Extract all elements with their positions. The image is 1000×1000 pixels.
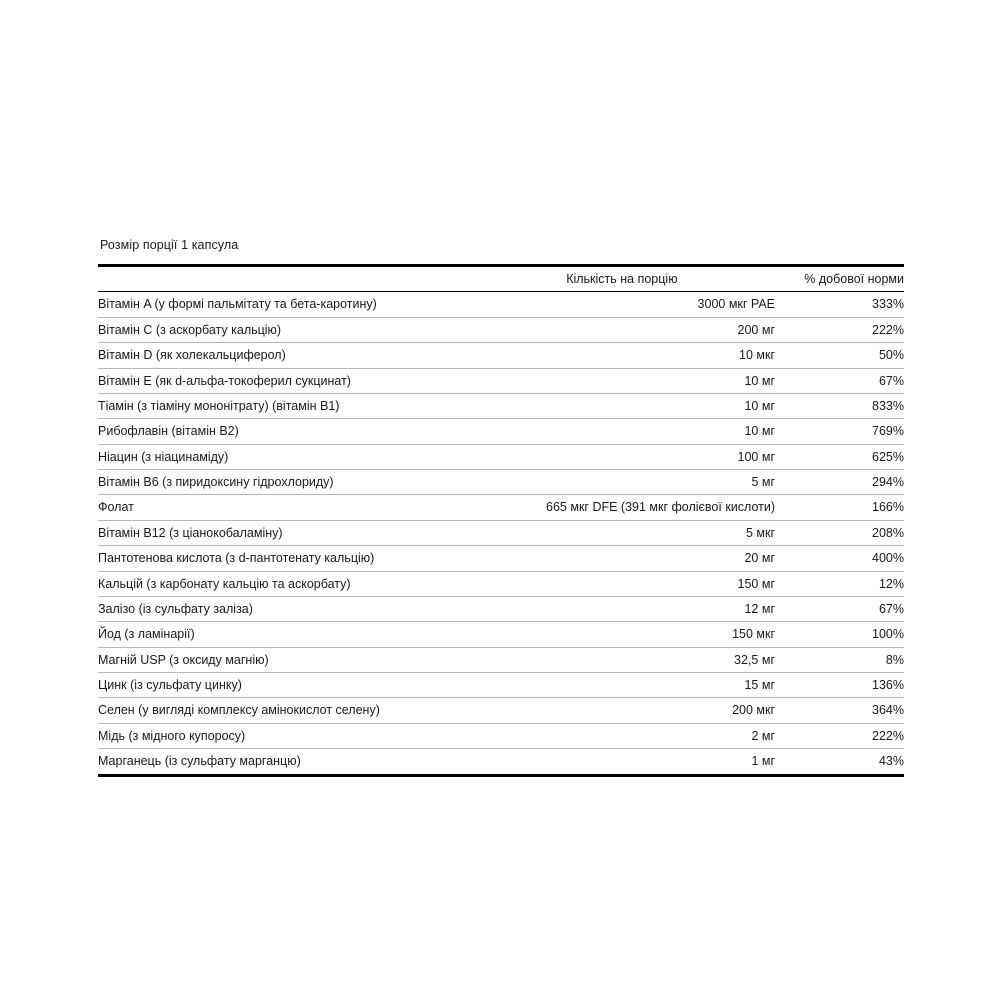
table-row	[98, 470, 904, 495]
nutrient-daily-value: 333%	[775, 292, 904, 317]
header-amount-per-serving-label: Кількість на порцію	[566, 272, 678, 286]
nutrient-amount: 5 мг	[469, 470, 775, 495]
nutrient-daily-value: 294%	[775, 470, 904, 495]
nutrient-name: Марганець (із сульфату марганцю)	[98, 749, 469, 775]
nutrient-amount: 32,5 мг	[469, 647, 775, 672]
nutrient-amount: 150 мкг	[469, 622, 775, 647]
nutrient-amount: 10 мг	[469, 368, 775, 393]
nutrient-amount: 1 мг	[469, 749, 775, 775]
table-row	[98, 343, 904, 368]
table-row	[98, 596, 904, 621]
nutrient-daily-value: 208%	[775, 520, 904, 545]
nutrient-daily-value: 833%	[775, 393, 904, 418]
table-row	[98, 749, 904, 775]
nutrient-daily-value: 12%	[775, 571, 904, 596]
nutrient-amount: 10 мкг	[469, 343, 775, 368]
nutrient-daily-value: 100%	[775, 622, 904, 647]
nutrient-name: Ніацин (з ніацинаміду)	[98, 444, 469, 469]
nutrient-amount: 2 мг	[469, 723, 775, 748]
nutrient-name: Пантотенова кислота (з d-пантотенату кальцію)	[98, 546, 469, 571]
supplement-facts-panel	[98, 238, 904, 777]
nutrient-daily-value: 625%	[775, 444, 904, 469]
nutrient-daily-value: 769%	[775, 419, 904, 444]
nutrient-daily-value: 67%	[775, 596, 904, 621]
nutrient-amount: 150 мг	[469, 571, 775, 596]
table-row	[98, 520, 904, 545]
nutrient-amount: 665 мкг DFE (391 мкг фолієвої кислоти)	[469, 495, 775, 520]
table-row	[98, 571, 904, 596]
serving-size-text: Розмір порції 1 капсула	[100, 238, 239, 252]
table-row	[98, 622, 904, 647]
nutrient-name: Вітамін A (у формі пальмітату та бета-каротину)	[98, 292, 469, 317]
nutrient-name: Залізо (із сульфату заліза)	[98, 596, 469, 621]
nutrient-amount: 200 мкг	[469, 698, 775, 723]
table-body	[98, 266, 904, 776]
nutrient-daily-value: 8%	[775, 647, 904, 672]
nutrient-name: Селен (у вигляді комплексу амінокислот селену)	[98, 698, 469, 723]
table-row	[98, 647, 904, 672]
table-row	[98, 368, 904, 393]
table-row	[98, 546, 904, 571]
table-row	[98, 495, 904, 520]
nutrient-daily-value: 400%	[775, 546, 904, 571]
nutrient-name: Рибофлавін (вітамін B2)	[98, 419, 469, 444]
nutrient-amount: 20 мг	[469, 546, 775, 571]
nutrient-amount: 200 мг	[469, 317, 775, 342]
nutrient-daily-value: 222%	[775, 317, 904, 342]
nutrient-daily-value: 43%	[775, 749, 904, 775]
nutrient-amount: 100 мг	[469, 444, 775, 469]
nutrient-daily-value: 222%	[775, 723, 904, 748]
table-row	[98, 723, 904, 748]
nutrient-name: Вітамін B6 (з пиридоксину гідрохлориду)	[98, 470, 469, 495]
nutrient-name: Вітамін D (як холекальциферол)	[98, 343, 469, 368]
nutrient-name: Вітамін C (з аскорбату кальцію)	[98, 317, 469, 342]
header-daily-value-label: % добової норми	[775, 266, 904, 292]
nutrient-amount: 15 мг	[469, 673, 775, 698]
header-cell-amount	[469, 266, 775, 292]
nutrient-amount: 12 мг	[469, 596, 775, 621]
table-row	[98, 393, 904, 418]
nutrient-name: Тіамін (з тіаміну мононітрату) (вітамін B1)	[98, 393, 469, 418]
nutrient-name: Кальцій (з карбонату кальцію та аскорбату)	[98, 571, 469, 596]
nutrient-name: Мідь (з мідного купоросу)	[98, 723, 469, 748]
nutrient-amount: 3000 мкг PAE	[469, 292, 775, 317]
header-cell-nutrient	[98, 266, 469, 292]
nutrient-amount: 10 мг	[469, 419, 775, 444]
nutrient-amount: 5 мкг	[469, 520, 775, 545]
nutrient-name: Вітамін B12 (з ціанокобаламіну)	[98, 520, 469, 545]
nutrient-daily-value: 364%	[775, 698, 904, 723]
nutrient-daily-value: 166%	[775, 495, 904, 520]
table-row	[98, 444, 904, 469]
table-header-row	[98, 266, 904, 292]
nutrient-daily-value: 50%	[775, 343, 904, 368]
nutrient-name: Вітамін E (як d-альфа-токоферил сукцинат)	[98, 368, 469, 393]
nutrient-name: Цинк (із сульфату цинку)	[98, 673, 469, 698]
table-row	[98, 419, 904, 444]
nutrient-name: Фолат	[98, 495, 469, 520]
nutrient-daily-value: 67%	[775, 368, 904, 393]
nutrient-name: Магній USP (з оксиду магнію)	[98, 647, 469, 672]
nutrient-name: Йод (з ламінарії)	[98, 622, 469, 647]
table-row	[98, 317, 904, 342]
nutrient-amount: 10 мг	[469, 393, 775, 418]
table-row	[98, 673, 904, 698]
supplement-facts-table	[98, 264, 904, 777]
nutrient-daily-value: 136%	[775, 673, 904, 698]
table-row	[98, 698, 904, 723]
table-row	[98, 292, 904, 317]
